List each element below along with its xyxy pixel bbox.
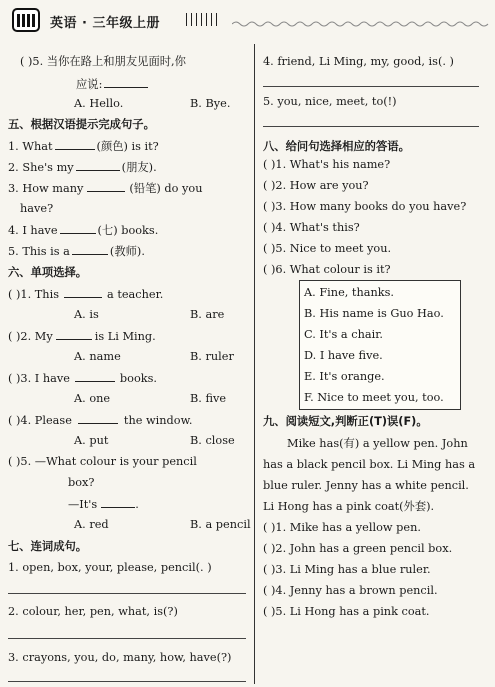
word-order-5: 5. you, nice, meet, to(!) [263,95,397,108]
answer-option: A. Fine, thanks. [304,286,394,299]
mc-4-option-b: B. close [190,434,235,447]
answer-option: E. It's orange. [304,370,385,383]
mc-3-option-b: B. five [190,392,227,405]
s5-item-3: 3. How many (铅笔) do you [8,182,203,195]
mc-question-2: ( )2. My is Li Ming. [8,330,156,343]
s5-item-1: 1. What (颜色) is it? [8,140,159,153]
mc-2-option-b: B. ruler [190,350,234,363]
book-logo-icon [12,8,40,32]
answer-blank[interactable] [87,180,125,192]
answer-blank[interactable] [56,328,92,340]
mc-question-4: ( )4. Please the window. [8,414,193,427]
mc-question-5-cont: box? [68,476,95,489]
q5-text-2: 应说: [76,76,148,93]
tf-question-4: ( )4. Jenny has a brown pencil. [263,584,438,597]
s5-item-4: 4. I have (七) books. [8,224,159,237]
match-question-6: ( )6. What colour is it? [263,263,391,276]
q5-option-b: B. Bye. [190,97,231,110]
word-order-2: 2. colour, her, pen, what, is(?) [8,605,178,618]
mc-1-option-b: B. are [190,308,225,321]
answer-blank[interactable] [75,370,115,382]
mc-5-option-b: B. a pencil [190,518,251,531]
word-order-4: 4. friend, Li Ming, my, good, is(. ) [263,55,454,68]
mc-4-option-a: A. put [74,434,109,447]
header-title: 英语 · 三年级上册 [50,16,160,31]
mc-5-option-a: A. red [74,518,109,531]
answer-blank[interactable] [55,138,95,150]
answer-blank[interactable] [72,243,108,255]
match-question-1: ( )1. What's his name? [263,158,391,171]
answer-blank[interactable] [60,222,96,234]
tf-question-5: ( )5. Li Hong has a pink coat. [263,605,430,618]
answer-blank[interactable] [76,159,120,171]
mc-1-option-a: A. is [74,308,99,321]
passage-line-1: Mike has(有) a yellow pen. John [287,437,468,450]
answer-option: B. His name is Guo Hao. [304,307,444,320]
tf-question-2: ( )2. John has a green pencil box. [263,542,453,555]
passage-line-3: blue ruler. Jenny has a white pencil. [263,479,469,492]
q5-text: ( )5. 当你在路上和朋友见面时,你 [20,55,186,68]
mc-question-5: ( )5. —What colour is your pencil [8,455,197,468]
answer-option: D. I have five. [304,349,383,362]
answer-option: F. Nice to meet you, too. [304,391,444,404]
tf-question-3: ( )3. Li Ming has a blue ruler. [263,563,431,576]
answer-blank[interactable] [101,496,135,508]
answer-blank[interactable] [104,76,148,88]
section-7-title: 七、连词成句。 [8,540,88,553]
mc-question-5-reply: —It's . [68,498,139,511]
section-9-title: 九、阅读短文,判断正(T)误(F)。 [263,415,428,428]
header-wave-decoration [232,20,490,28]
answer-blank[interactable] [64,286,102,298]
answer-options-box [299,280,461,410]
match-question-4: ( )4. What's this? [263,221,360,234]
answer-line[interactable] [263,86,479,87]
answer-option: C. It's a chair. [304,328,383,341]
section-8-title: 八、给问句选择相应的答语。 [263,140,410,153]
passage-line-4: Li Hong has a pink coat(外套). [263,500,435,513]
match-question-2: ( )2. How are you? [263,179,369,192]
column-divider [254,44,255,684]
match-question-5: ( )5. Nice to meet you. [263,242,392,255]
word-order-1: 1. open, box, your, please, pencil(. ) [8,561,212,574]
tf-question-1: ( )1. Mike has a yellow pen. [263,521,421,534]
s5-item-2: 2. She's my (朋友). [8,161,157,174]
section-6-title: 六、单项选择。 [8,266,88,279]
match-question-3: ( )3. How many books do you have? [263,200,467,213]
answer-line[interactable] [8,681,246,682]
word-order-3: 3. crayons, you, do, many, how, have(?) [8,651,232,664]
s5-item-5: 5. This is a (教师). [8,245,145,258]
answer-line[interactable] [8,638,246,639]
section-5-title: 五、根据汉语提示完成句子。 [8,118,155,131]
mc-question-1: ( )1. This a teacher. [8,288,164,301]
answer-line[interactable] [263,126,479,127]
q5-option-a: A. Hello. [74,97,124,110]
mc-2-option-a: A. name [74,350,121,363]
header-bars [186,13,217,26]
answer-line[interactable] [8,593,246,594]
mc-3-option-a: A. one [74,392,111,405]
answer-blank[interactable] [78,412,118,424]
s5-item-3-cont: have? [20,202,54,215]
page-header [0,0,495,40]
mc-question-3: ( )3. I have books. [8,372,157,385]
passage-line-2: has a black pencil box. Li Ming has a [263,458,476,471]
